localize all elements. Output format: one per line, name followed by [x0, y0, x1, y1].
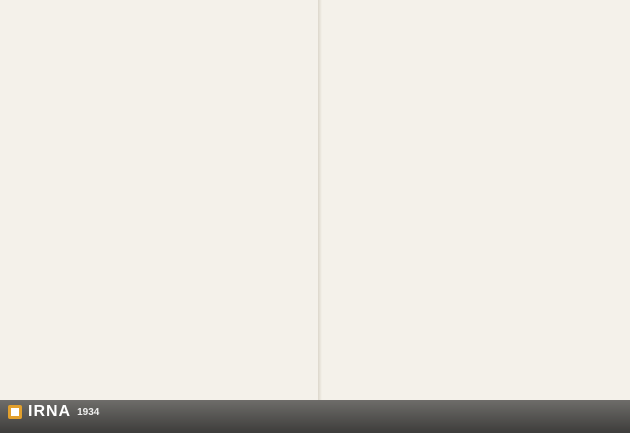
right-page-footer	[328, 382, 622, 396]
left-page-footer	[8, 382, 312, 396]
right-page-sheet	[330, 22, 620, 380]
left-page	[0, 0, 320, 400]
watermark-bar	[0, 400, 630, 433]
left-page-sheet	[10, 8, 310, 380]
irna-logo-icon	[8, 405, 22, 419]
watermark-caption	[8, 419, 308, 431]
watermark-brand: IRNA	[28, 403, 72, 420]
right-page	[320, 0, 630, 400]
watermark-year: 1934	[77, 406, 100, 418]
